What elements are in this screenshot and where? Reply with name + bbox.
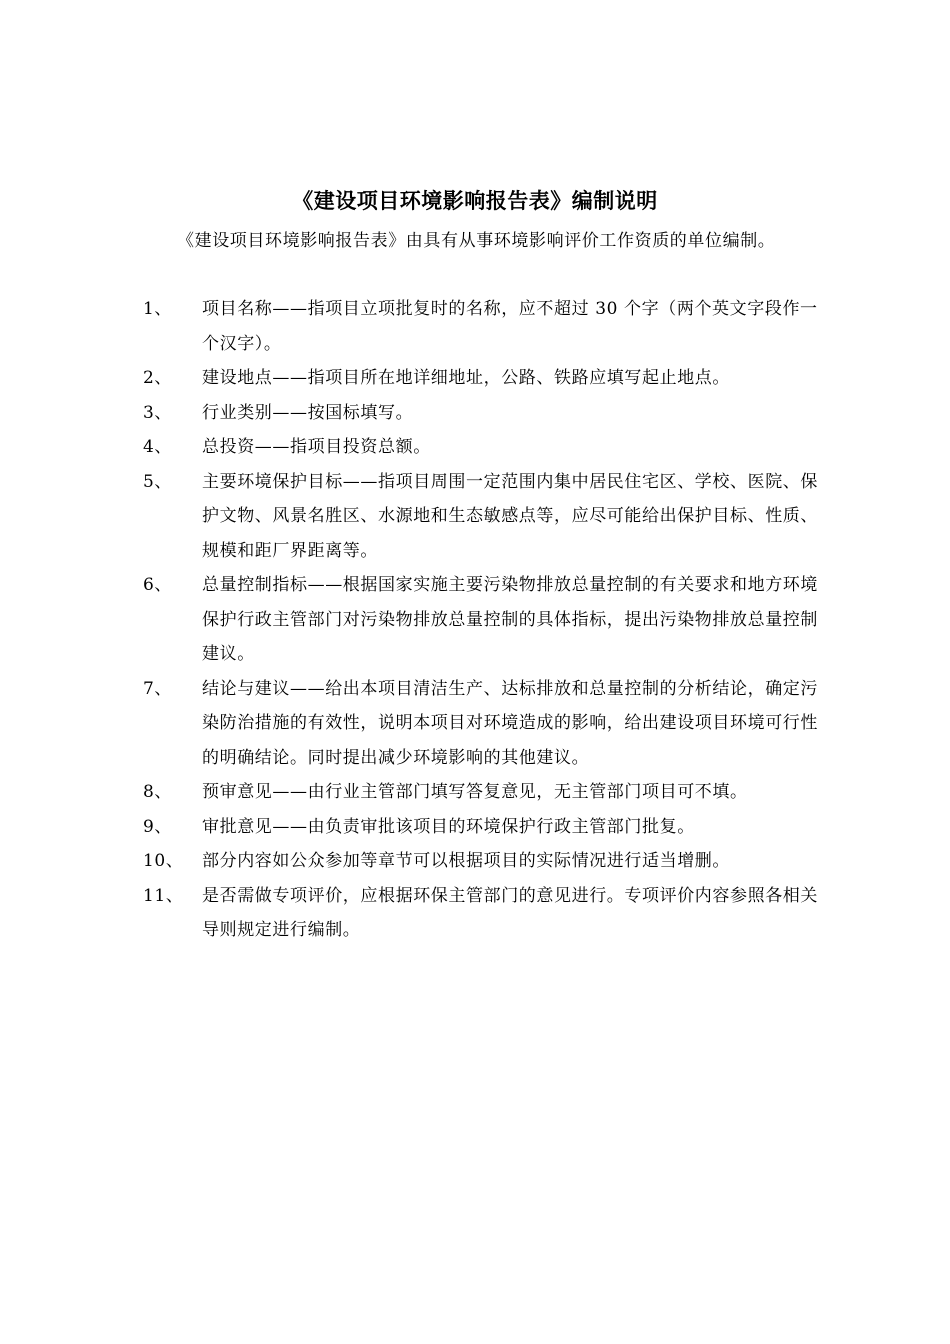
item-number: 9、 (143, 816, 173, 837)
item-number: 8、 (143, 782, 173, 802)
intro-paragraph: 《建设项目环境影响报告表》由具有从事环境影响评价工作资质的单位编制。 (177, 231, 776, 251)
list-item (143, 672, 833, 776)
item-number: 6、 (143, 575, 173, 595)
item-text: 总投资——指项目投资总额。 (202, 437, 431, 457)
list-item (143, 361, 833, 396)
item-number: 5、 (143, 471, 173, 492)
item-text: 主要环境保护目标——指项目周围一定范围内集中居民住宅区、学校、医院、保护文物、风景名胜区、水源地和生态敏感点等，应尽可能给出保护目标、性质、规模和距厂界距离等。 (202, 471, 818, 561)
item-text: 总量控制指标——根据国家实施主要污染物排放总量控制的有关要求和地方环境保护行政主管部门对污染物排放总量控制的具体指标，提出污染物排放总量控制建议。 (202, 575, 818, 664)
instruction-list (143, 292, 833, 948)
document-title: 《建设项目环境影响报告表》编制说明 (292, 188, 658, 213)
item-number: 1、 (143, 299, 173, 319)
list-item (143, 844, 833, 879)
list-item (143, 568, 833, 672)
item-number: 3、 (143, 402, 173, 423)
item-text: 项目名称——指项目立项批复时的名称，应不超过 30 个字（两个英文字段作一个汉字）。 (202, 299, 818, 354)
item-text: 结论与建议——给出本项目清洁生产、达标排放和总量控制的分析结论，确定污染防治措施的有效性，说明本项目对环境造成的影响，给出建设项目环境可行性的明确结论。同时提出减少环境影响的其他建议。 (202, 678, 818, 768)
item-text: 预审意见——由行业主管部门填写答复意见，无主管部门项目可不填。 (202, 782, 748, 802)
list-item (143, 810, 833, 845)
item-text: 审批意见——由负责审批该项目的环境保护行政主管部门批复。 (202, 816, 695, 837)
item-number: 7、 (143, 678, 173, 699)
list-item (143, 396, 833, 431)
item-number: 4、 (143, 437, 173, 457)
list-item (143, 430, 833, 465)
item-number: 2、 (143, 368, 173, 388)
list-item (143, 775, 833, 810)
list-item (143, 292, 833, 361)
item-text: 部分内容如公众参加等章节可以根据项目的实际情况进行适当增删。 (202, 851, 730, 871)
item-text: 是否需做专项评价，应根据环保主管部门的意见进行。专项评价内容参照各相关导则规定进行编制。 (202, 885, 818, 940)
item-number: 11、 (143, 885, 184, 906)
list-item (143, 879, 833, 948)
list-item (143, 465, 833, 569)
item-number: 10、 (143, 851, 184, 871)
item-text: 建设地点——指项目所在地详细地址，公路、铁路应填写起止地点。 (202, 368, 730, 388)
item-text: 行业类别——按国标填写。 (202, 402, 414, 423)
